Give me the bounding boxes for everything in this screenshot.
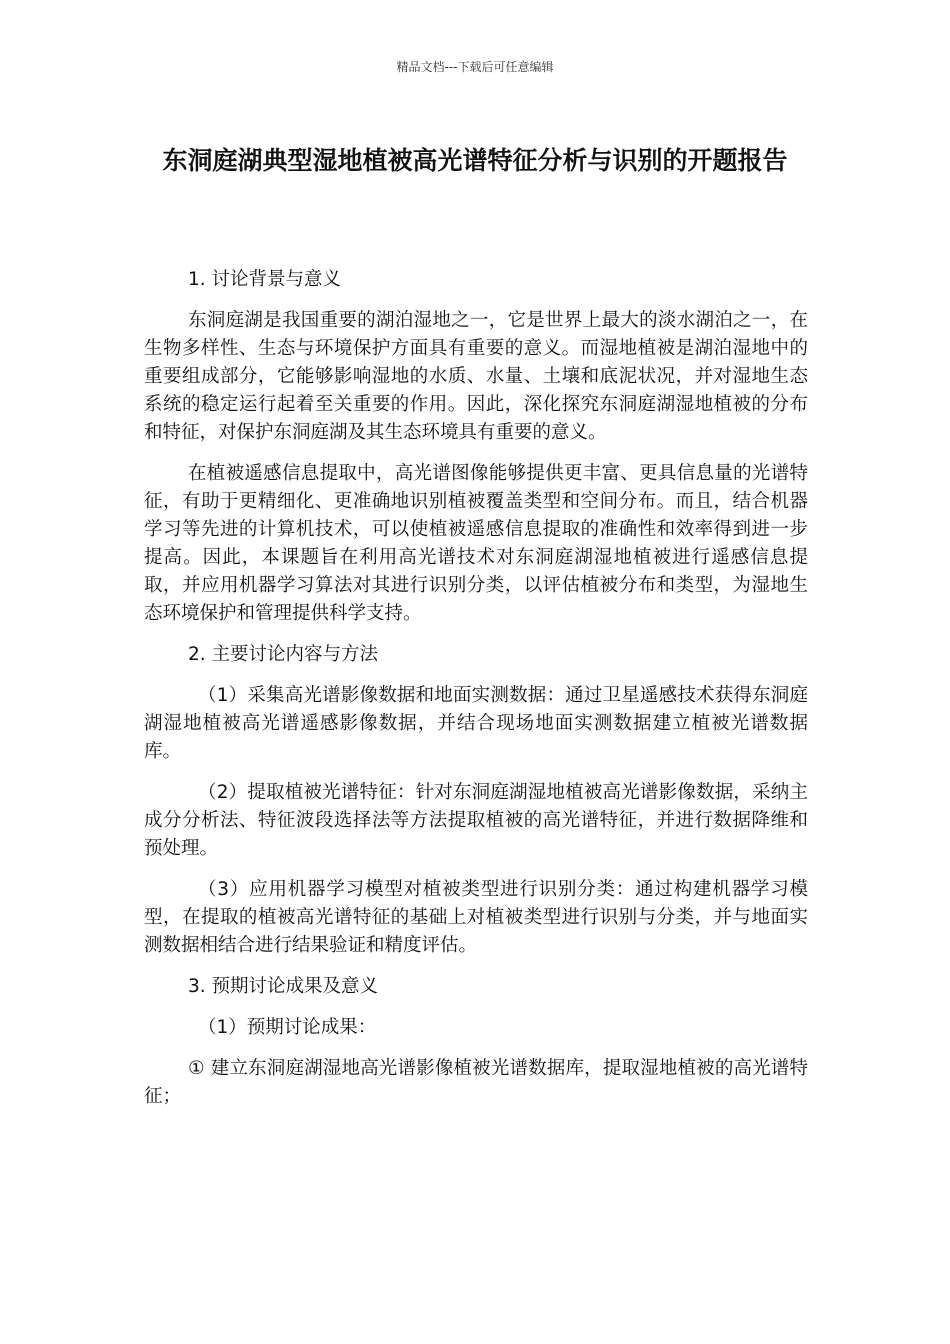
document-title: 东洞庭湖典型湿地植被高光谱特征分析与识别的开题报告 <box>162 146 788 175</box>
section-1-heading: 1. 讨论背景与意义 <box>188 269 342 290</box>
section-2-item-2: （2）提取植被光谱特征：针对东洞庭湖湿地植被高光谱影像数据，采纳主成分分析法、特征波段选择法等方法提取植被的高光谱特征，并进行数据降维和预处理。 <box>144 782 808 859</box>
section-1-paragraph-1: 东洞庭湖是我国重要的湖泊湿地之一，它是世界上最大的淡水湖泊之一，在生物多样性、生态与环境保护方面具有重要的意义。而湿地植被是湖泊湿地中的重要组成部分，它能够影响湿地的水质、水量、土壤和底泥状况，并对湿地生态系统的稳定运行起着至关重要的作用。因此，深化探究东洞庭湖湿地植被的分布和特征，对保护东洞庭湖及其生态环境具有重要的意义。 <box>144 310 808 443</box>
section-1-paragraph-2: 在植被遥感信息提取中，高光谱图像能够提供更丰富、更具信息量的光谱特征，有助于更精细化、更准确地识别植被覆盖类型和空间分布。而且，结合机器学习等先进的计算机技术，可以使植被遥感信息提取的准确性和效率得到进一步提高。因此，本课题旨在利用高光谱技术对东洞庭湖湿地植被进行遥感信息提取，并应用机器学习算法对其进行识别分类，以评估植被分布和类型，为湿地生态环境保护和管理提供科学支持。 <box>144 463 808 624</box>
page-header: 精品文档---下载后可任意编辑 <box>396 60 554 74</box>
section-3-heading: 3. 预期讨论成果及意义 <box>188 976 379 997</box>
section-2-item-1: （1）采集高光谱影像数据和地面实测数据：通过卫星遥感技术获得东洞庭湖湿地植被高光谱遥感影像数据，并结合现场地面实测数据建立植被光谱数据库。 <box>144 685 808 762</box>
document-body <box>144 266 808 1124</box>
section-3-point-1: ① 建立东洞庭湖湿地高光谱影像植被光谱数据库，提取湿地植被的高光谱特征； <box>144 1058 808 1107</box>
section-3-subheading-1: （1）预期讨论成果： <box>198 1017 377 1038</box>
section-2-heading: 2. 主要讨论内容与方法 <box>188 644 379 665</box>
section-2-item-3: （3）应用机器学习模型对植被类型进行识别分类：通过构建机器学习模型，在提取的植被高光谱特征的基础上对植被类型进行识别与分类，并与地面实测数据相结合进行结果验证和精度评估。 <box>144 879 808 956</box>
